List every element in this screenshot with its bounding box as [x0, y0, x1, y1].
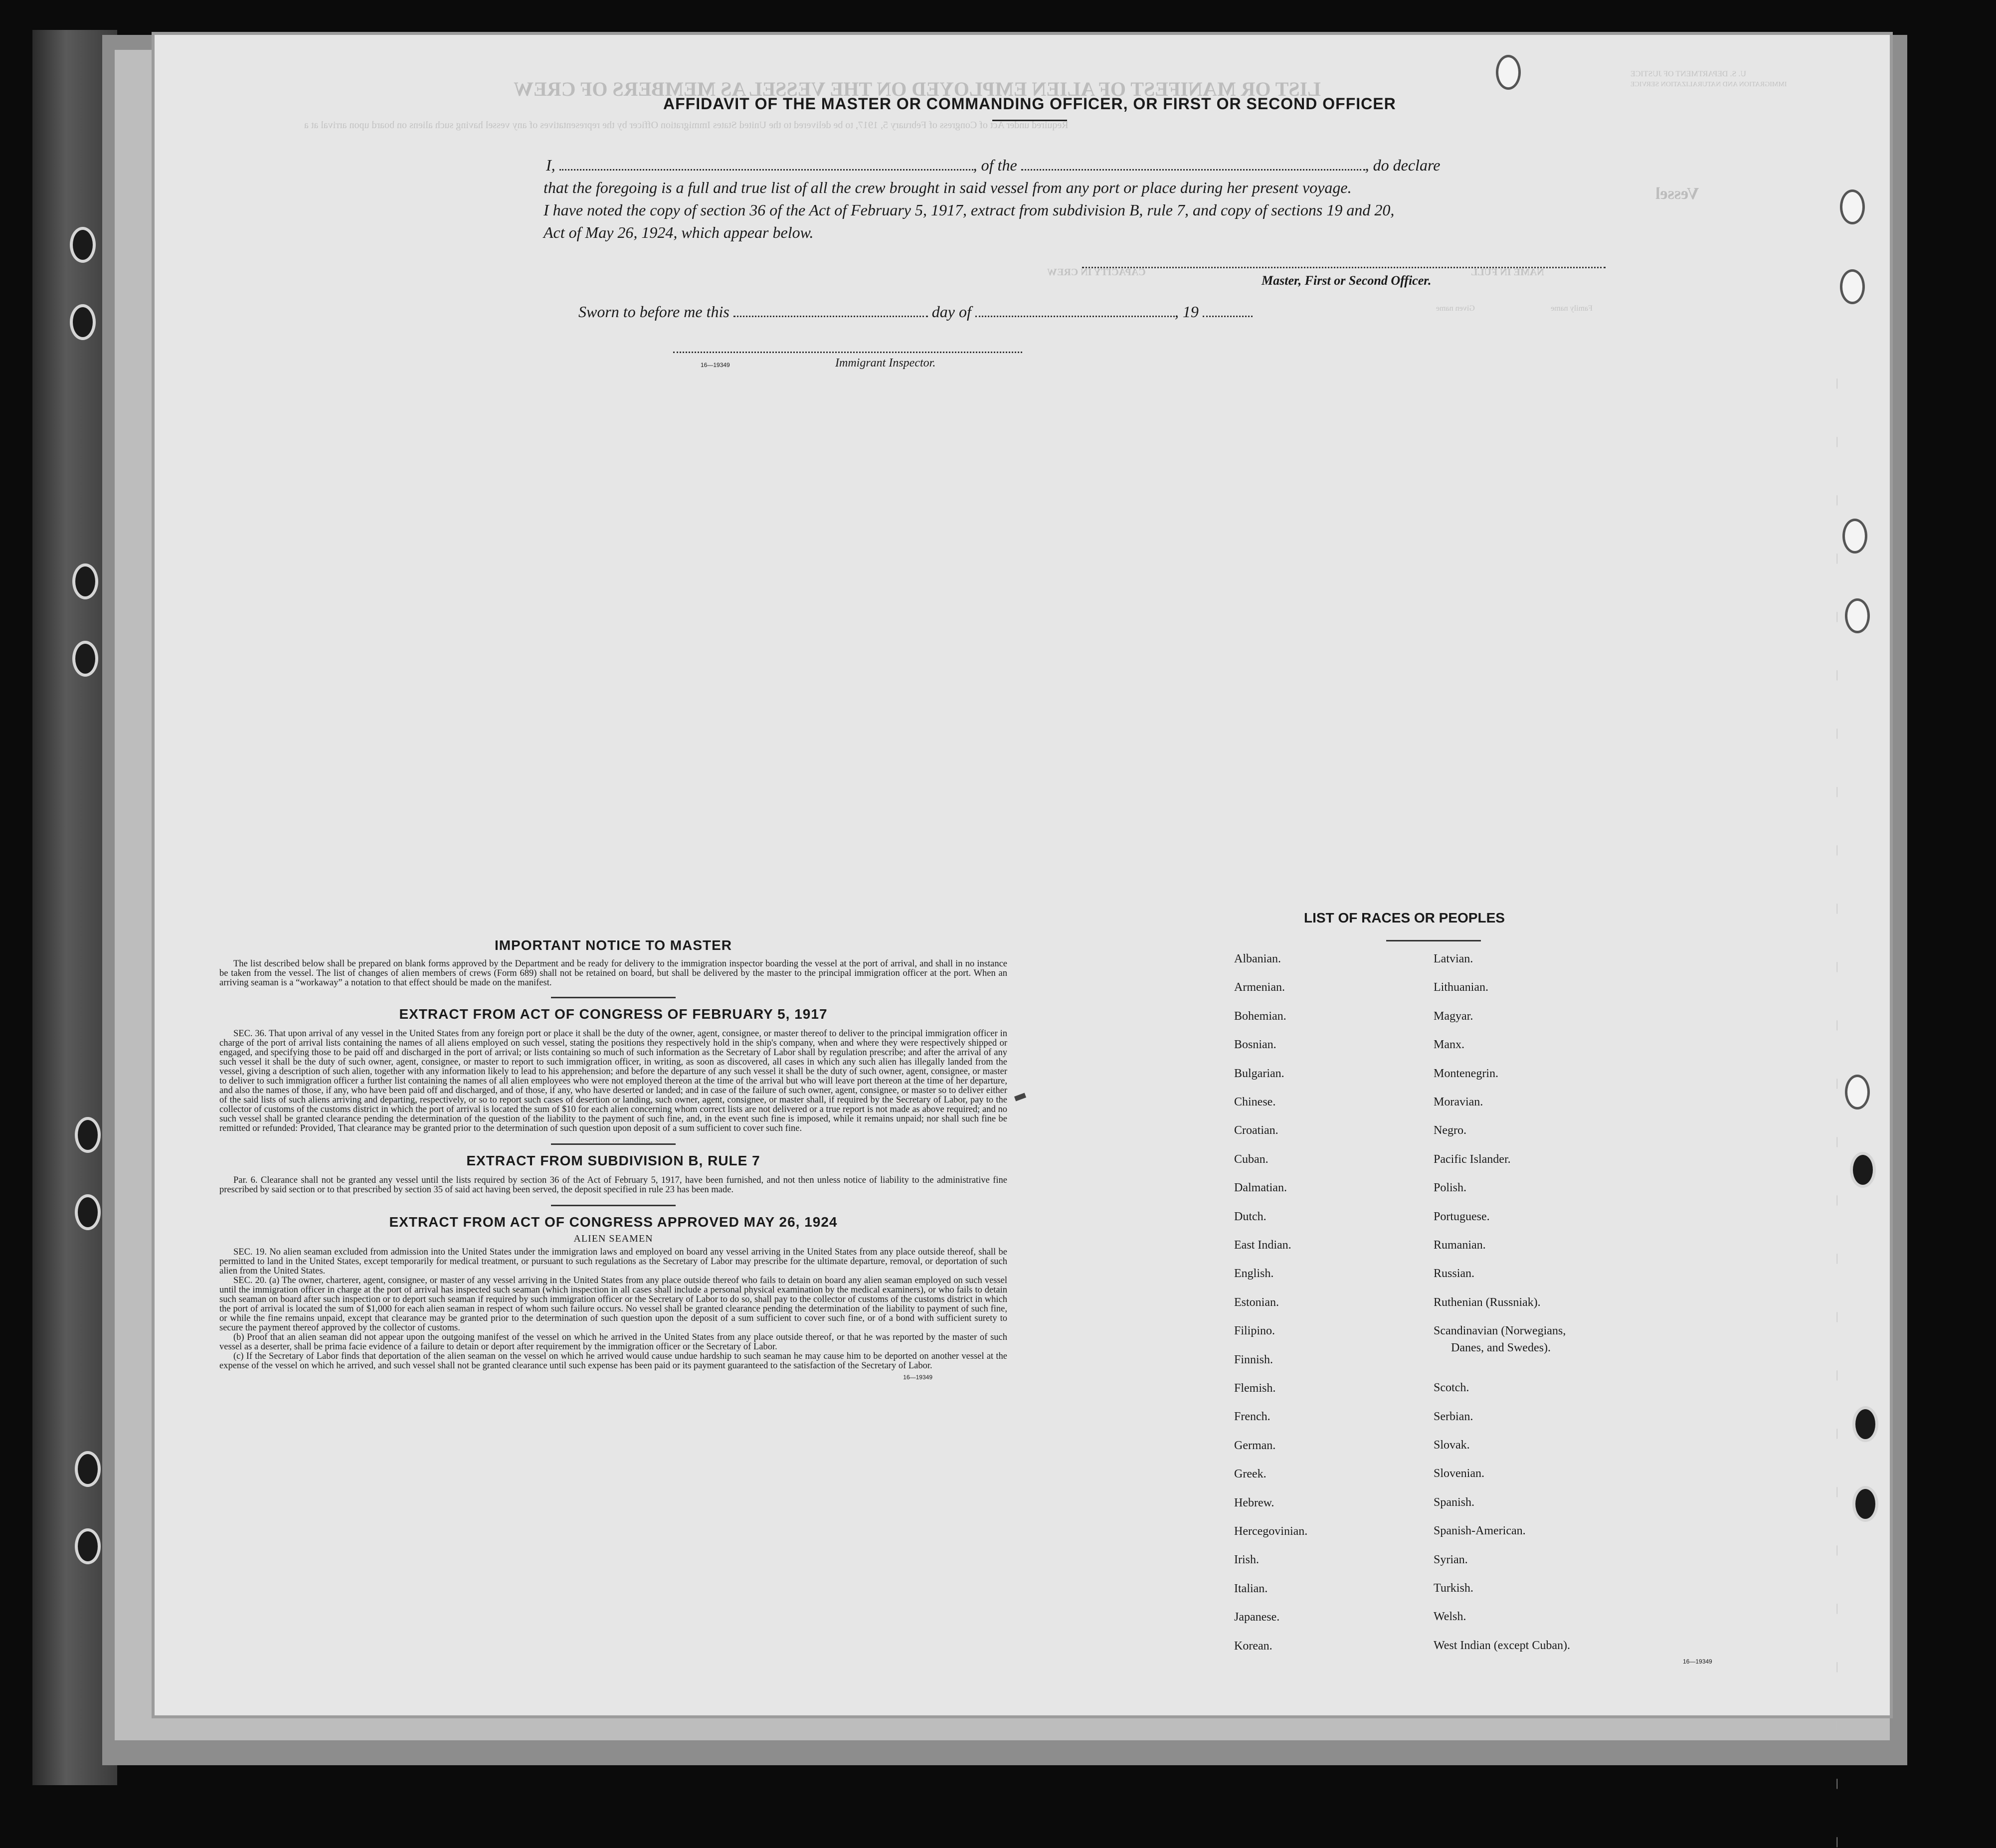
vessel-blank [1021, 158, 1365, 171]
affidavit-line-3: I have noted the copy of section 36 of the Act of February 5, 1917, extract from subdivision B, rule 7, and copy of sections 19 and 20, [544, 201, 1395, 219]
bleedthrough-service: IMMIGRATION AND NATURALIZATION SERVICE [1631, 81, 1787, 88]
bleedthrough-row-mark: | [1836, 843, 1838, 856]
separator [551, 1205, 676, 1206]
ink-mark [1014, 1093, 1026, 1102]
form-number: 16—19349 [1683, 1658, 1712, 1665]
race-item: Serbian. [1434, 1410, 1473, 1423]
bleedthrough-row-mark: | [1836, 785, 1838, 797]
race-item: Korean. [1234, 1639, 1272, 1653]
sec-19-body: SEC. 19. No alien seaman excluded from admission into the United States under the immigration laws and employed on board any vessel arriving in the United States from any place outside thereof, shall be permitted to land in the United States, except temporarily for medical treatment, or pursuant to such regulations as the Secretary of Labor may prescribe for the ultimate departure, removal, or deportation of such alien from the United States. [219, 1247, 1007, 1276]
race-item: Manx. [1434, 1038, 1464, 1052]
races-title: LIST OF RACES OR PEOPLES [1304, 910, 1505, 925]
year-label: , 19 [1174, 303, 1199, 321]
inspector-label: Immigrant Inspector. [835, 357, 936, 370]
punch-hole [1845, 598, 1870, 633]
race-item: Estonian. [1234, 1295, 1279, 1309]
race-item: Portuguese. [1434, 1210, 1490, 1223]
sworn-line [578, 303, 1253, 321]
punch-hole [75, 1451, 101, 1487]
bleedthrough-row-mark: | [1836, 1660, 1838, 1672]
day-of-label: day of [931, 303, 971, 321]
bleedthrough-name-in-full: NAME IN FULL [1471, 267, 1544, 278]
race-item: Filipino. [1234, 1324, 1275, 1338]
race-item: Russian. [1434, 1267, 1475, 1281]
race-item: Scotch. [1434, 1381, 1469, 1395]
race-item: Ruthenian (Russniak). [1434, 1295, 1541, 1309]
bleedthrough-capacity: CAPACITY IN CREW [1047, 267, 1146, 278]
race-item: Danes, and Swedes). [1451, 1341, 1551, 1355]
bleedthrough-row-mark: | [1836, 1835, 1838, 1848]
bleedthrough-row-mark: | [1836, 1543, 1838, 1556]
punch-hole [1852, 1486, 1878, 1522]
master-label: Master, First or Second Officer. [1262, 273, 1432, 288]
race-item: Flemish. [1234, 1382, 1276, 1395]
race-item: Negro. [1434, 1124, 1466, 1137]
race-item: Italian. [1234, 1582, 1268, 1595]
bleedthrough-row-mark: | [1836, 552, 1838, 564]
separator [551, 997, 676, 998]
punch-hole [75, 1117, 101, 1153]
race-item: Greek. [1234, 1468, 1267, 1481]
bleedthrough-row-mark: | [1836, 1252, 1838, 1264]
extract-1924-title: EXTRACT FROM ACT OF CONGRESS APPROVED MAY 26, 1924 [389, 1214, 838, 1230]
name-blank [559, 158, 973, 171]
race-item: French. [1234, 1410, 1270, 1424]
bleedthrough-row-mark: | [1836, 1368, 1838, 1381]
race-item: Scandinavian (Norwegians, [1434, 1324, 1566, 1338]
bleedthrough-vessel: Vessel [1655, 185, 1699, 203]
race-item: East Indian. [1234, 1239, 1291, 1252]
inspector-signature-line [673, 352, 1022, 353]
form-number: 16—19349 [701, 362, 730, 369]
punch-hole [1852, 1406, 1878, 1442]
race-item: Syrian. [1434, 1553, 1468, 1566]
title-rule [992, 120, 1067, 121]
notice-body: The list described below shall be prepared on blank forms approved by the Department and be ready for delivery to the immigration inspector boarding the vessel at the port of arrival, and shall in no instance be taken from the vessel. The list of changes of alien members of crews (Form 689) shall not be retained on board, but shall be delivered by the master to the principal immigration officer at the port. When an arriving seaman is a “workaway” a notation to that effect should be made on the manifest. [219, 959, 1007, 988]
race-item: Albanian. [1234, 952, 1281, 965]
punch-hole [70, 304, 96, 340]
bleedthrough-row-mark: | [1836, 1718, 1838, 1731]
bleedthrough-row-mark: | [1836, 902, 1838, 914]
race-item: Cuban. [1234, 1152, 1269, 1166]
year-blank [1203, 305, 1253, 317]
bleedthrough-row-mark: | [1836, 1602, 1838, 1614]
sec-20a-body: SEC. 20. (a) The owner, charterer, agent, consignee, or master of any vessel arriving in the United States from any place outside thereof who fails to detain on board any alien seaman employed on such vessel until the immigration officer in charge at the port of arrival has inspected such seaman (which inspection in all cases shall include a personal physical examination by the medical examiners), or who fails to detain such seaman on board after such inspection or to deport such seaman if required by such immigration officer or the Secretary of Labor to do so, shall pay to the collector of customs of the customs district in which the port of arrival is located the sum of $1,000 for each alien seaman in respect of whom such failure occurs. No vessel shall be granted clearance pending the determination of the liability to payment of such fine, or while the fine remains unpaid, except that clearance may be granted prior to the determination of such question upon the deposit of a sum sufficient to cover such fine, or of a bond with sufficient surety to secure the payment thereof approved by the collector of customs. [219, 1276, 1007, 1333]
race-item: Welsh. [1434, 1610, 1466, 1624]
form-number: 16—19349 [903, 1374, 932, 1381]
extract-1917-body: SEC. 36. That upon arrival of any vessel in the United States from any foreign port or place it shall be the duty of the owner, agent, consignee, or master thereof to deliver to the principal immigration officer in charge of the port of arrival lists containing the names of all aliens employed on such vessel, stating the positions they respectively hold in the ship's company, when and where they were respectively shipped or engaged, and specifying those to be paid off and discharged in the port of arrival; or lists containing so much of such information as the Secretary of Labor shall by regulation prescribe; and after the arrival of any such vessel it shall be the duty of such owner, agent, consignee, or master to report to such immigration officer, in writing, as soon as discovered, all cases in which any such alien has illegally landed from the vessel, giving a description of such alien, together with any information likely to lead to his apprehension; and before the departure of any such vessel it shall be the duty of such owner, agent, consignee, or master to deliver to such immigration officer a further list containing the names of all alien employees who were not employed thereon at the time of the arrival but who will leave port thereon at the time of her departure, and also the names of those, if any, who have been paid off and discharged, and of those, if any, who have deserted or landed; and in case of the failure of such owner, agent, consignee, or master so to deliver either of the said lists of such aliens arriving and departing, respectively, or so to report such cases of desertion or landing, such owner, agent, consignee, or master shall, if required by the Secretary of Labor, pay to the collector of customs of the customs district in which the port of arrival is located the sum of $10 for each alien concerning whom correct lists are not delivered or a true report is not made as above required; and no such vessel shall be granted clearance pending the determination of the question of the liability to the payment of such fine, and, in the event such fine is imposed, while it remains unpaid; nor shall such fine be remitted or refunded: Provided, That clearance may be granted prior to the determination of such question upon deposit of a sum sufficient to cover such fine. [219, 1029, 1007, 1133]
of-the-label: , of the [973, 156, 1017, 174]
extract-1917-title: EXTRACT FROM ACT OF CONGRESS OF FEBRUARY 5, 1917 [399, 1006, 828, 1022]
affidavit-line-1 [546, 156, 1440, 175]
punch-hole [72, 563, 98, 599]
race-item: Polish. [1434, 1181, 1467, 1195]
race-item: Armenian. [1234, 981, 1285, 994]
punch-hole [1496, 55, 1521, 90]
month-blank [975, 305, 1175, 317]
bleedthrough-row-mark: | [1836, 493, 1838, 506]
bleedthrough-row-mark: | [1836, 1485, 1838, 1497]
affidavit-title: AFFIDAVIT OF THE MASTER OR COMMANDING OFFICER, OR FIRST OR SECOND OFFICER [663, 95, 1396, 113]
bleedthrough-row-mark: | [1836, 435, 1838, 447]
bleedthrough-row-mark: | [1836, 727, 1838, 739]
race-item: Chinese. [1234, 1096, 1276, 1109]
bleedthrough-given-name: Given name [1436, 304, 1475, 313]
race-item: Hercegovinian. [1234, 1525, 1308, 1538]
bleedthrough-row-mark: | [1836, 1427, 1838, 1439]
race-item: Lithuanian. [1434, 981, 1488, 994]
race-item: Pacific Islander. [1434, 1152, 1511, 1166]
race-item: Bulgarian. [1234, 1067, 1284, 1080]
punch-hole [1850, 1152, 1876, 1188]
race-item: Latvian. [1434, 952, 1473, 965]
race-item: Dalmatian. [1234, 1181, 1287, 1195]
bleedthrough-row-mark: | [1836, 376, 1838, 389]
notice-title: IMPORTANT NOTICE TO MASTER [494, 937, 732, 953]
legal-notices [219, 937, 1007, 1381]
race-item: Dutch. [1234, 1210, 1267, 1223]
rule-7-body: Par. 6. Clearance shall not be granted any vessel until the lists required by section 36 of the Act of February 5, 1917, have been furnished, and not then unless notice of liability to the administrative fine prescribed by said section or to that prescribed by section 35 of said act having been served, the deposit specified in rule 23 has been made. [219, 1175, 1007, 1195]
race-item: Irish. [1234, 1553, 1259, 1567]
race-item: Bohemian. [1234, 1009, 1286, 1023]
race-item: Hebrew. [1234, 1496, 1274, 1509]
bleedthrough-row-mark: | [1836, 1018, 1838, 1031]
race-item: Spanish-American. [1434, 1524, 1526, 1538]
declare-label: , do declare [1365, 156, 1441, 174]
race-item: Bosnian. [1234, 1038, 1276, 1052]
punch-hole [1842, 519, 1867, 554]
affidavit-line-2: that the foregoing is a full and true list of all the crew brought in said vessel from any port or place during her present voyage. [544, 179, 1352, 196]
punch-hole [1840, 189, 1865, 224]
bleedthrough-row-mark: | [1836, 1135, 1838, 1147]
bleedthrough-row-mark: | [1836, 1310, 1838, 1322]
master-signature-line [1082, 267, 1606, 268]
race-item: Slovenian. [1434, 1467, 1484, 1480]
bleedthrough-row-mark: | [1836, 1193, 1838, 1206]
punch-hole [1845, 1075, 1870, 1109]
punch-hole [75, 1528, 101, 1564]
race-item: Montenegrin. [1434, 1067, 1498, 1080]
bleedthrough-heading: LIST OR MANIFEST OF ALIEN EMPLOYED ON THE VESSEL AS MEMBERS OF CREW [514, 78, 1321, 100]
race-item: Moravian. [1434, 1096, 1483, 1109]
races-rule [1386, 940, 1481, 941]
race-item: Croatian. [1234, 1124, 1278, 1137]
bleedthrough-family-name: Family name [1551, 304, 1593, 313]
sec-20c-body: (c) If the Secretary of Labor finds that deportation of the alien seaman on the vessel on which he arrived would cause undue hardship to such seaman he may cause him to be deported on another vessel at the expense of the vessel on which he arrived, and such vessel shall not be granted clearance until such expense has been paid or its payment guaranteed to the satisfaction of the Secretary of Labor. [219, 1351, 1007, 1371]
extract-1924-subtitle: ALIEN SEAMEN [573, 1233, 653, 1244]
punch-hole [72, 641, 98, 677]
race-item: Slovak. [1434, 1439, 1470, 1452]
punch-hole [1840, 269, 1865, 304]
bleedthrough-dept: U. S. DEPARTMENT OF JUSTICE [1631, 70, 1746, 78]
bleedthrough-row-mark: | [1836, 1077, 1838, 1089]
sworn-label: Sworn to before me this [578, 303, 729, 321]
affidavit-line-4: Act of May 26, 1924, which appear below. [544, 223, 814, 241]
race-item: Spanish. [1434, 1495, 1475, 1509]
manifest-page [155, 35, 1890, 1848]
race-item: Japanese. [1234, 1611, 1280, 1624]
bleedthrough-row-mark: | [1836, 1777, 1838, 1789]
bleedthrough-row-mark: | [1836, 668, 1838, 681]
rule-7-title: EXTRACT FROM SUBDIVISION B, RULE 7 [466, 1153, 760, 1168]
race-item: Finnish. [1234, 1353, 1273, 1366]
bleedthrough-row-mark: | [1836, 960, 1838, 972]
race-item: English. [1234, 1267, 1274, 1281]
race-item: German. [1234, 1439, 1276, 1452]
race-item: Magyar. [1434, 1009, 1473, 1023]
separator [551, 1143, 676, 1145]
punch-hole [70, 227, 96, 263]
bleedthrough-subheading: Required under Act of Congress of February 5, 1917, to be delivered to the United States Immigration Officer by the representatives of any vessel having such aliens on board upon arrival at a [304, 120, 1069, 131]
i-label: I, [546, 156, 555, 174]
bleedthrough-row-mark: | [1836, 610, 1838, 622]
sec-20b-body: (b) Proof that an alien seaman did not appear upon the outgoing manifest of the vessel on which he arrived in the United States from any place outside thereof, or that he was reported by the master of such vessel as a deserter, shall be prima facie evidence of a failure to detain or deport after requirement by the immigration officer or the Secretary of Labor. [219, 1332, 1007, 1352]
race-item: Turkish. [1434, 1582, 1473, 1595]
race-item: Rumanian. [1434, 1239, 1486, 1252]
punch-hole [75, 1194, 101, 1230]
race-item: West Indian (except Cuban). [1434, 1639, 1570, 1652]
day-blank [733, 305, 928, 317]
